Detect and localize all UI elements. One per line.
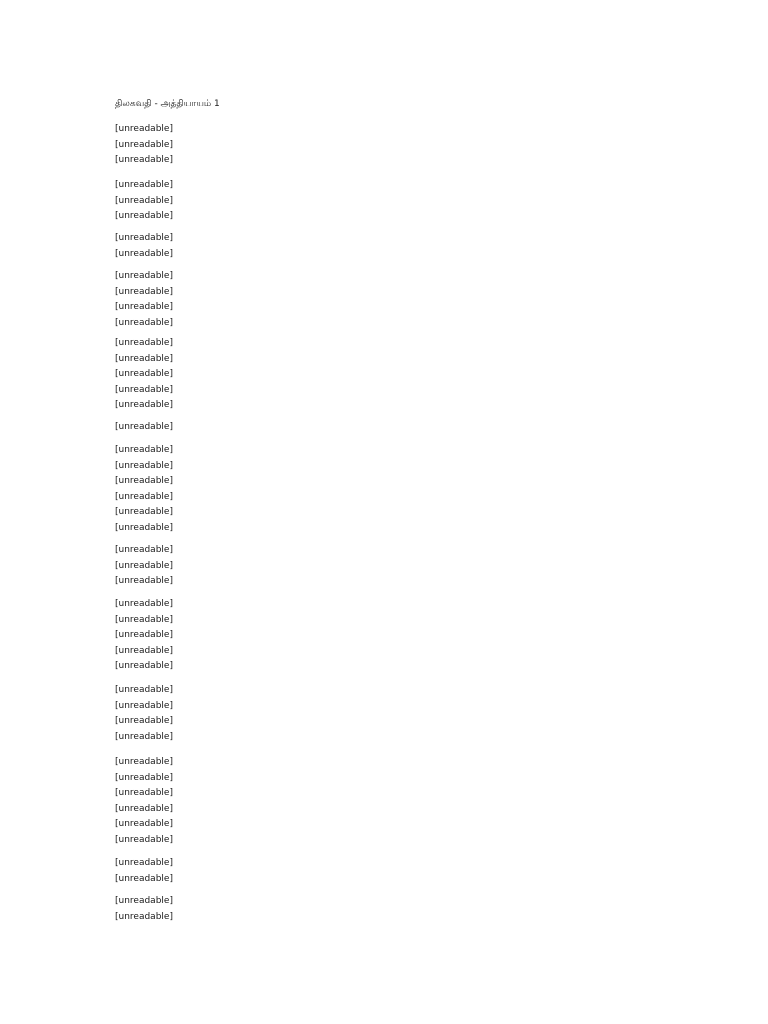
paragraph-line: [unreadable] [115,271,173,281]
paragraph-line: [unreadable] [115,155,173,165]
paragraph-line: [unreadable] [115,286,173,297]
paragraph-3 [115,231,655,262]
paragraph-line: [unreadable] [115,369,173,379]
paragraph-11 [115,755,655,848]
paragraph-line: [unreadable] [115,661,173,671]
paragraph-5 [115,336,655,414]
paragraph-line: [unreadable] [115,834,173,845]
paragraph-line: [unreadable] [115,896,173,906]
paragraph-line: [unreadable] [115,302,173,312]
paragraph-line: [unreadable] [115,353,173,364]
paragraph-line: [unreadable] [115,560,173,571]
paragraph-8 [115,543,655,590]
paragraph-line: [unreadable] [115,476,173,486]
paragraph-4 [115,269,655,331]
paragraph-line: [unreadable] [115,757,173,767]
paragraph-line: [unreadable] [115,422,173,432]
paragraph-line: [unreadable] [115,384,173,395]
paragraph-line: [unreadable] [115,195,173,206]
paragraph-line: [unreadable] [115,317,173,328]
paragraph-line: [unreadable] [115,139,173,150]
paragraph-line: [unreadable] [115,233,173,243]
paragraph-1 [115,122,655,169]
paragraph-line: [unreadable] [115,491,173,502]
paragraph-line: [unreadable] [115,180,173,190]
paragraph-6 [115,420,655,436]
paragraph-line: [unreadable] [115,858,173,868]
paragraph-line: [unreadable] [115,803,173,814]
paragraph-line: [unreadable] [115,124,173,134]
document-title: திலகவதி - அத்தியாயம் 1 [115,99,220,109]
paragraph-line: [unreadable] [115,630,173,640]
paragraph-line: [unreadable] [115,545,173,555]
paragraph-line: [unreadable] [115,248,173,259]
paragraph-line: [unreadable] [115,507,173,517]
paragraph-line: [unreadable] [115,460,173,471]
paragraph-13 [115,894,655,925]
paragraph-line: [unreadable] [115,911,173,922]
paragraph-line: [unreadable] [115,576,173,586]
paragraph-line: [unreadable] [115,338,173,348]
paragraph-line: [unreadable] [115,873,173,884]
paragraph-line: [unreadable] [115,445,173,455]
paragraph-line: [unreadable] [115,645,173,656]
paragraph-12 [115,856,655,887]
paragraph-line: [unreadable] [115,788,173,798]
paragraph-line: [unreadable] [115,211,173,221]
paragraph-line: [unreadable] [115,731,173,742]
paragraph-line: [unreadable] [115,716,173,726]
paragraph-2 [115,178,655,225]
paragraph-line: [unreadable] [115,599,173,609]
paragraph-10 [115,683,655,745]
paragraph-line: [unreadable] [115,772,173,783]
paragraph-7 [115,443,655,536]
paragraph-line: [unreadable] [115,614,173,625]
paragraph-line: [unreadable] [115,819,173,829]
paragraph-line: [unreadable] [115,685,173,695]
paragraph-9 [115,597,655,675]
paragraph-line: [unreadable] [115,700,173,711]
paragraph-line: [unreadable] [115,400,173,410]
paragraph-line: [unreadable] [115,522,173,533]
